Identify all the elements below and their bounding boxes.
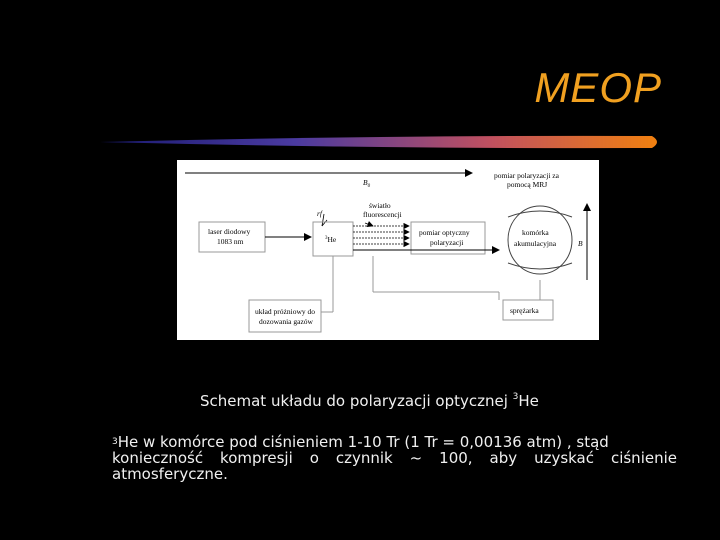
laser-label-2: 1083 nm — [217, 237, 244, 246]
fluorescence-label-2: fluorescencji — [363, 210, 402, 219]
slide-title: MEOP — [534, 64, 662, 111]
figure-caption: Schemat układu do polaryzacji optycznej $^3$He — [200, 392, 539, 410]
body-line-1: $^3$He w komórce pod ciśnieniem 1-10 Tr (1 Tr = 0,00136 atm) , stąd — [112, 433, 609, 451]
mri-label-1: pomiar polaryzacji za — [494, 171, 559, 180]
cell-label-1: komórka — [522, 228, 549, 237]
fluorescence-label-1: światło — [369, 201, 391, 210]
compressor-label: sprężarka — [510, 306, 539, 315]
rf-label: rf — [317, 209, 323, 218]
optical-label-1: pomiar optyczny — [419, 228, 470, 237]
title-divider — [100, 132, 662, 152]
meop-schematic — [177, 160, 599, 340]
vacuum-system-box — [249, 300, 321, 332]
he-cell-label: $^3$He — [325, 235, 337, 244]
laser-label-1: laser diodowy — [208, 227, 251, 236]
cell-label-2: akumulacyjna — [514, 239, 557, 248]
vacuum-label-2: dozowania gazów — [259, 317, 313, 326]
b0-label: $B_0$ — [363, 178, 371, 189]
b-label: B — [578, 239, 583, 248]
mri-label-2: pomocą MRJ — [507, 180, 548, 189]
body-line-3: atmosferyczne. — [112, 465, 228, 483]
vacuum-label-1: układ próżniowy do — [255, 307, 315, 316]
optical-label-2: polaryzacji — [430, 238, 464, 247]
body-line-2: konieczność kompresji o czynnik ~ 100, aby uzyskać ciśnienie — [112, 449, 677, 467]
body-paragraph — [112, 434, 677, 482]
